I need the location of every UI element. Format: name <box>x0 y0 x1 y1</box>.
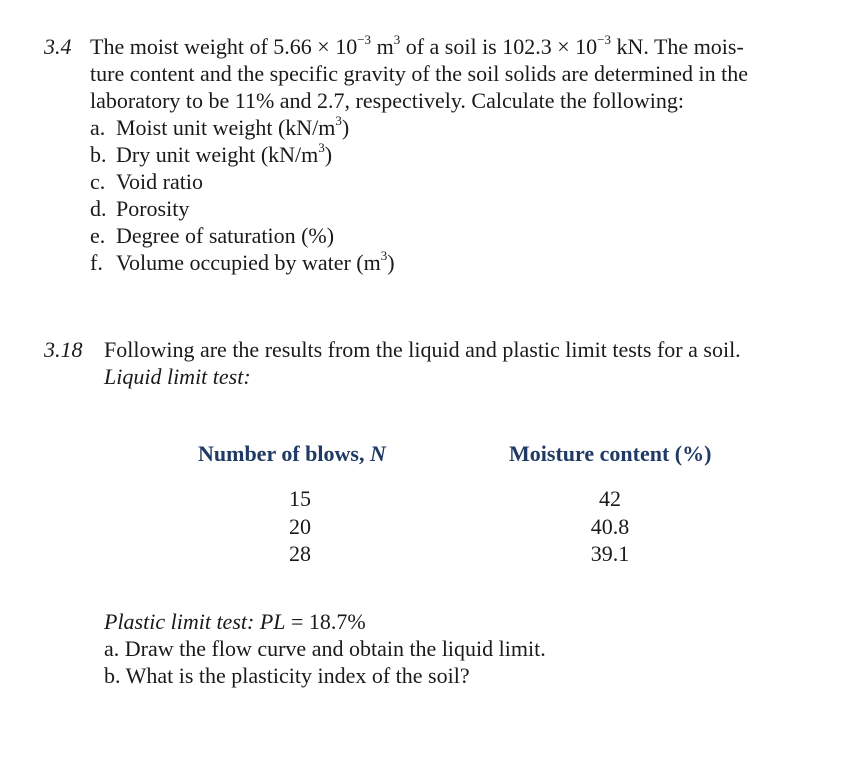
table-cell: 40.8 <box>590 513 630 539</box>
problem-3-4-items <box>44 114 824 276</box>
problem-3-18-statement <box>44 336 824 363</box>
liquid-limit-heading: Liquid limit test: <box>104 364 251 389</box>
list-item: b. What is the plasticity index of the soil? <box>104 663 470 688</box>
problem-number: 3.4 <box>44 34 72 59</box>
problem-number: 3.18 <box>44 337 83 362</box>
table-cell: 15 <box>289 486 311 511</box>
problem-3-4 <box>44 33 824 276</box>
table-cell: 28 <box>289 541 311 566</box>
list-item: b. Dry unit weight $(kN/m^3)$ <box>90 139 333 167</box>
list-item: a. Moist unit weight $(kN/m^3)$ <box>90 112 350 140</box>
problem-3-18 <box>44 336 824 390</box>
problem-3-4-statement <box>44 33 824 114</box>
column-header-blows: Number of blows, N <box>198 441 386 466</box>
moisture-column <box>580 485 640 568</box>
list-item: d. Porosity <box>90 196 190 221</box>
statement-line-1: The moist weight of $5.66 \times 10^{-3}$ $m^3$ of a soil is $102.3 \times 10^{-3}$ kN. The mois- <box>90 31 744 59</box>
list-item: c. Void ratio <box>90 169 203 194</box>
statement-line-1: Following are the results from the liquid and plastic limit tests for a soil. <box>104 337 741 362</box>
table-cell: 20 <box>289 513 311 539</box>
table-cell: 39.1 <box>590 541 630 566</box>
list-item: f. Volume occupied by water $(m^3)$ <box>90 247 395 275</box>
statement-line-2: ture content and the specific gravity of the soil solids are determined in the <box>90 61 748 86</box>
blows-column <box>270 485 330 568</box>
list-item: a. Draw the flow curve and obtain the liquid limit. <box>104 636 546 661</box>
list-item: e. Degree of saturation (%) <box>90 223 335 248</box>
table-cell: 42 <box>599 486 621 511</box>
plastic-limit-line: Plastic limit test: PL = 18.7% <box>104 609 366 634</box>
column-header-moisture: Moisture content (%) <box>509 441 712 466</box>
plastic-limit-section <box>104 608 546 689</box>
statement-line-3: laboratory to be 11% and 2.7, respectively. Calculate the following: <box>90 88 685 113</box>
